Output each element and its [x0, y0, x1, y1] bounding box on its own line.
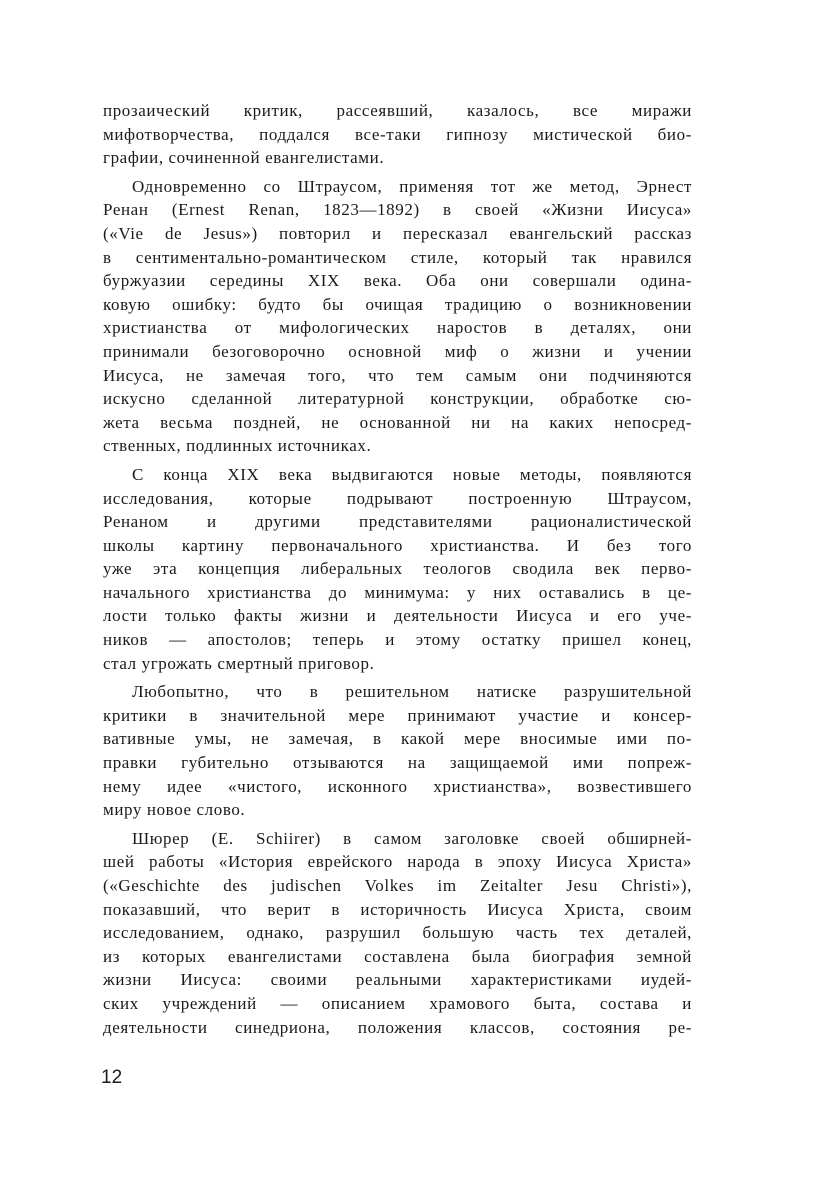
text-line: ственных, подлинных источниках. — [103, 436, 372, 456]
paragraph — [103, 827, 692, 1039]
paragraph — [103, 463, 692, 675]
body-text — [103, 99, 692, 1044]
text-line: принимали безоговорочно основной миф о жизни и учении — [103, 341, 692, 361]
text-line: уже эта концепция либеральных теологов сводила век перво- — [103, 559, 692, 579]
text-line: лости только факты жизни и деятельности Иисуса и его уче- — [103, 606, 692, 626]
text-line: критики в значительной мере принимают участие и консер- — [103, 705, 692, 725]
text-line: прозаический критик, рассеявший, казалось, все миражи — [103, 101, 692, 120]
text-line: стал угрожать смертный приговор. — [103, 653, 375, 673]
text-line: Шюрер (E. Schiirer) в самом заголовке своей обширней- — [132, 828, 692, 848]
text-line: из которых евангелистами составлена была биография земной — [103, 946, 692, 966]
text-line: исследованием, однако, разрушил большую часть тех деталей, — [103, 923, 692, 943]
text-line: миру новое слово. — [103, 800, 246, 820]
text-line: ковую ошибку: будто бы очищая традицию о возникновении — [103, 294, 692, 314]
text-line: вативные умы, не замечая, в какой мере вносимые ими по- — [103, 729, 692, 749]
text-line: Любопытно, что в решительном натиске разрушительной — [132, 682, 692, 702]
text-line: начального христианства до минимума: у них оставались в це- — [103, 582, 692, 602]
text-line: деятельности синедриона, положения классов, состояния ре- — [103, 1017, 692, 1037]
text-line: Ренан (Ernest Renan, 1823—1892) в своей «Жизни Иисуса» — [103, 200, 692, 220]
text-line: правки губительно отзываются на защищаемой ими попреж- — [103, 753, 692, 773]
text-line: мифотворчества, поддался все-таки гипнозу мистической био- — [103, 124, 692, 144]
text-line: жета весьма поздней, не основанной ни на каких непосред- — [103, 412, 692, 432]
text-line: Одновременно со Штраусом, применяя тот же метод, Эрнест — [132, 176, 692, 196]
text-line: нему идее «чистого, исконного христианства», возвестившего — [103, 776, 692, 796]
paragraph — [103, 680, 692, 822]
text-line: ников — апостолов; теперь и этому остатку пришел конец, — [103, 630, 692, 650]
text-line: ских учреждений — описанием храмового быта, состава и — [103, 993, 692, 1013]
text-line: Ренаном и другими представителями рационалистической — [103, 512, 692, 532]
text-line: школы картину первоначального христианства. И без того — [103, 535, 692, 555]
page-number: 12 — [101, 1067, 123, 1088]
text-line: жизни Иисуса: своими реальными характеристиками иудей- — [103, 970, 692, 990]
text-line: («Vie de Jesus») повторил и пересказал евангельский рассказ — [103, 223, 692, 243]
text-line: С конца XIX века выдвигаются новые методы, появляются — [132, 464, 692, 484]
text-line: искусно сделанной литературной конструкции, обработке сю- — [103, 389, 692, 409]
text-line: («Geschichte des judischen Volkes im Zeitalter Jesu Christi»), — [103, 876, 692, 895]
text-line: христианства от мифологических наростов в деталях, они — [103, 318, 692, 338]
paragraph — [103, 99, 692, 170]
text-line: в сентиментально-романтическом стиле, который так нравился — [103, 247, 692, 267]
text-line: показавший, что верит в историчность Иисуса Христа, своим — [103, 899, 692, 919]
text-line: шей работы «История еврейского народа в эпоху Иисуса Христа» — [103, 852, 692, 872]
text-line: графии, сочиненной евангелистами. — [103, 148, 385, 168]
text-line: буржуазии середины XIX века. Оба они совершали одина- — [103, 271, 692, 291]
paragraph — [103, 175, 692, 458]
text-line: исследования, которые подрывают построенную Штраусом, — [103, 488, 692, 508]
text-line: Иисуса, не замечая того, что тем самым они подчиняются — [103, 365, 692, 385]
